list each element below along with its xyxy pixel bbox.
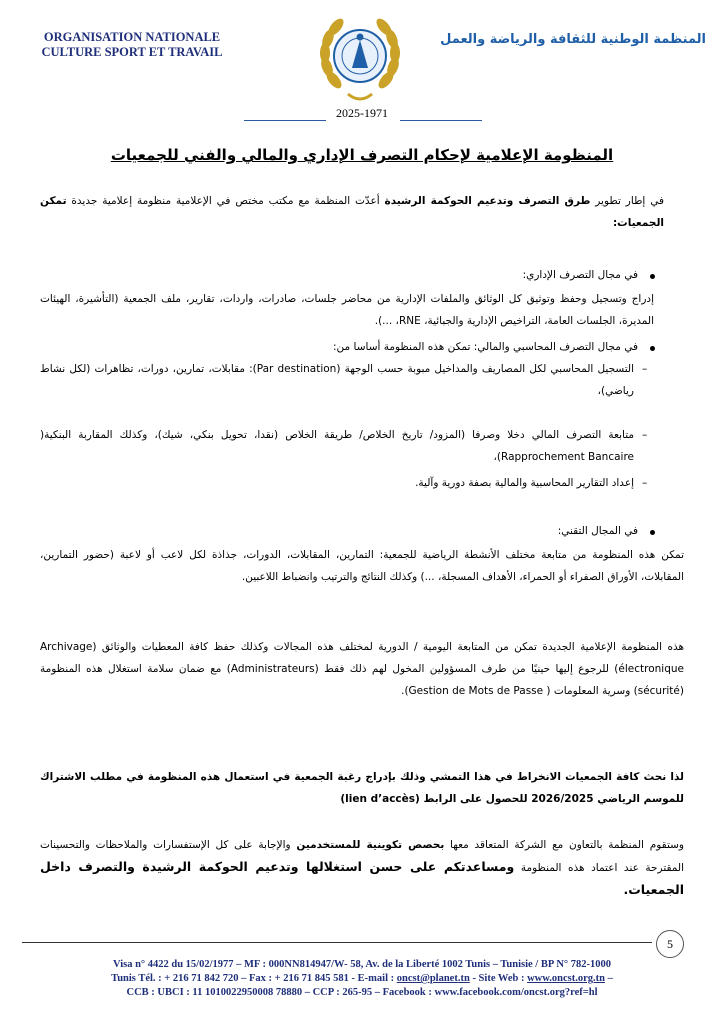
intro-bold-2: تمكن الجمعيات: [40,195,664,229]
website-link[interactable]: www.oncst.org.tn [527,973,605,984]
year-line-right [400,120,482,121]
finance-heading-tail: تمكن هذه المنظومة أساسا من: [333,341,474,353]
closing-paragraph [40,834,684,902]
footer-line-2 [20,972,704,986]
founding-years: 2025-1971 [336,106,388,120]
finance-item-1: التسجيل المحاسبي لكل المصاريف والمداخيل مبوبة حسب الوجهة (Par destination): مقابلات، تمارين، دورات، تظاهرات (لكل نشاط رياضي)، [40,363,635,397]
closing-text-1: وستقوم المنظمة بالتعاون مع الشركة المتعاقد معها [444,839,684,851]
laurel-emblem-icon [312,10,408,106]
intro-bold-1: طرق التصرف وتدعيم الحوكمة الرشيدة [384,195,591,207]
footer-contact: Tunis Tél. : + 216 71 842 720 – Fax : + 216 71 845 581 - E-mail : [111,973,397,984]
finance-item-3: إعداد التقارير المحاسبية والمالية بصفة دورية وآلية. [415,477,634,489]
finance-heading-text: في مجال التصرف المحاسبي والمالي: [473,341,638,353]
intro-paragraph [40,190,664,234]
tech-heading [558,520,638,542]
org-name-french-line1: ORGANISATION NATIONALE [43,30,221,44]
dash-1: – [642,363,648,375]
document-title: المنظومة الإعلامية لإحكام التصرف الإداري والمالي والفني للجمعيات [110,146,614,164]
intro-text-1: في إطار تطوير [590,195,664,207]
email-link[interactable]: oncst@planet.tn [396,973,470,984]
dash-3: – [642,477,648,489]
call-to-action: لذا نحث كافة الجمعيات الانخراط في هذا التمشي وذلك بإدراج رغبة الجمعية في استعمال هذه المنظومة في مطلب الاشتراك للموسم الرياضي 2026/2025 للحصول على الرابط (lien d’accès) [40,771,684,805]
archiving-paragraph: هذه المنظومة الإعلامية الجديدة تمكن من المتابعة اليومية / الدورية لمختلف هذه المجالات وكذلك حفظ كافة المعطيات والوثائق (Archivage électronique) للرجوع إليها حينيًا من طرف المسؤولين المخول لهم ذلك فقط (Administrateurs) مع ضمان سلامة استغلال هذه المنظومة (sécurité) وسرية المعلومات ( Gestion de Mots de Passe). [40,641,684,697]
admin-paragraph: إدراج وتسجيل وحفظ وتوثيق كل الوثائق والملفات الإدارية من محاضر جلسات، صادرات، واردات، تقارير، ملف الجمعية (التأشيرة، الهيئات المديرة، الجلسات العامة، التراخيص الإدارية والجبائية، RNE، ...). [40,293,654,327]
tech-heading-text: في المجال التقني: [557,525,638,537]
tech-paragraph: تمكن هذه المنظومة من متابعة مختلف الأنشطة الرياضية للجمعية: التمارين، المقابلات، الدورات، جذاذة لكل لاعب أو لاعبة (حضور التمارين، المقابلات، الأوراق الصفراء أو الحمراء، الأهداف المسجلة، ...) وكذلك النتائج والترتيب وانضباط اللاعبين. [40,549,684,583]
footer-site-label: - Site Web : [469,973,528,984]
bullet-tech [650,530,655,535]
bullet-admin [650,274,655,279]
footer-line-1: Visa n° 4422 du 15/02/1977 – MF : 000NN814947/W- 58, Av. de la Liberté 1002 Tunis – Tunisie / BP N° 782-1000 [113,959,611,970]
footer [20,958,704,1000]
finance-item-2: متابعة التصرف المالي دخلا وصرفا (المزود/ تاريخ الخلاص/ طريقة الخلاص (نقدا، تحويل بنكي، شيك)، وكذلك المقاربة البنكية( Rapprochement Bancaire)، [40,429,634,463]
finance-heading [333,336,638,358]
closing-bold-2: ومساعدتكم على حسن استغلالها وتدعيم الحوكمة الرشيدة والتصرف داخل الجمعيات. [40,859,684,897]
org-name-arabic: المنظمة الوطنية للثقافة والرياضة والعمل [440,32,706,47]
closing-text-2: والإجابة على كل الإستفسارات والملاحظات والتحسينات المقترحة عند اعتماد هذه المنظومة [40,839,684,874]
closing-bold-1: بحصص تكوينية للمستخدمين [296,839,445,851]
org-name-french [22,30,242,60]
footer-line-2-end: – [604,973,613,984]
footer-divider [22,942,652,943]
footer-line-3: CCB : UBCI : 11 1010022950008 78880 – CCP : 265-95 – Facebook : www.facebook.com/oncst.org?ref=hl [126,987,598,998]
intro-text-2: أعدّت المنظمة مع مكتب مختص في الإعلامية منظومة إعلامية جديدة [66,195,385,207]
admin-heading [523,264,638,286]
org-name-french-line2: CULTURE SPORT ET TRAVAIL [41,45,223,59]
bullet-finance [650,346,655,351]
dash-2: – [642,429,648,441]
admin-heading-text: في مجال التصرف الإداري: [522,269,638,281]
page-number: 5 [656,930,684,958]
year-line-left [244,120,326,121]
